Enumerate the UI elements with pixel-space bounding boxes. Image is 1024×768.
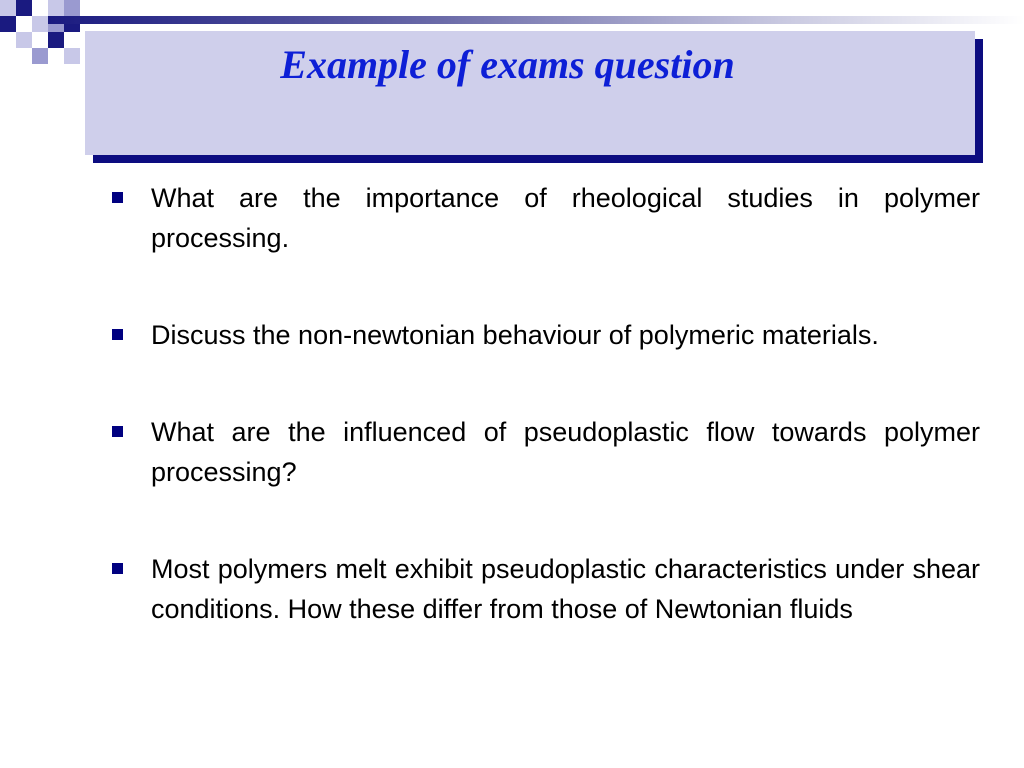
decor-square bbox=[16, 32, 32, 48]
decor-square bbox=[64, 48, 80, 64]
bullet-text: What are the importance of rheological studies in polymer processing. bbox=[151, 183, 980, 253]
bullet-list bbox=[112, 178, 980, 686]
decor-square bbox=[48, 32, 64, 48]
square-bullet-icon bbox=[112, 329, 123, 340]
list-item bbox=[112, 549, 980, 629]
bullet-text: Discuss the non-newtonian behaviour of polymeric materials. bbox=[151, 320, 879, 350]
decor-square bbox=[64, 0, 80, 16]
decor-square bbox=[16, 0, 32, 16]
square-bullet-icon bbox=[112, 563, 123, 574]
slide-title: Example of exams question bbox=[280, 42, 735, 87]
decor-square bbox=[32, 48, 48, 64]
decor-square bbox=[48, 0, 64, 16]
bullet-text: Most polymers melt exhibit pseudoplastic characteristics under shear conditions. How these differ from those of Newtonian fluids bbox=[151, 554, 980, 624]
decor-square bbox=[32, 16, 48, 32]
decor-square bbox=[0, 16, 16, 32]
header-gradient-bar bbox=[48, 16, 1024, 24]
list-item bbox=[112, 178, 980, 258]
square-bullet-icon bbox=[112, 426, 123, 437]
decor-square bbox=[0, 0, 16, 16]
bullet-text: What are the influenced of pseudoplastic flow towards polymer processing? bbox=[151, 417, 980, 487]
title-box bbox=[85, 31, 975, 155]
list-item bbox=[112, 412, 980, 492]
list-item bbox=[112, 315, 980, 355]
square-bullet-icon bbox=[112, 192, 123, 203]
